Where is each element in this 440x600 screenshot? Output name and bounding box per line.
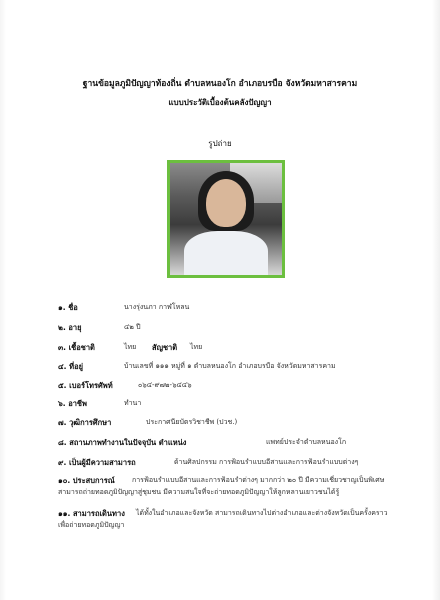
address-label: ๔. ที่อยู่ (58, 362, 83, 371)
workplace-label: ๘. สถานภาพทำงานในปัจจุบัน ตำแหน่ง (58, 438, 187, 447)
name-label: ๑. ชื่อ (58, 303, 78, 312)
travel-label: ๑๑. สามารถเดินทาง (58, 509, 125, 518)
nationality-value: ไทย (190, 343, 203, 351)
experience-line-2: สามารถถ่ายทอดภูมิปัญญาสู่ชุมชน มีความสนใจที่จะถ่ายทอดภูมิปัญญาให้ลูกหลานเยาวชนได้รู้ (58, 488, 340, 496)
phone-value: ๐๖๔-๙๗๒-๖๔๔๖ (138, 381, 192, 389)
expertise-value: ด้านศิลปกรรม การฟ้อนรำแบบอีสานและการฟ้อนรำแบบต่างๆ (174, 458, 359, 466)
expertise-label: ๙. เป็นผู้มีความสามารถ (58, 458, 136, 467)
experience-line-1: การฟ้อนรำแบบอีสานและการฟ้อนรำต่างๆ มากกว่า ๒๐ ปี มีความเชี่ยวชาญเป็นพิเศษ (132, 476, 385, 484)
experience-label: ๑๐. ประสบการณ์ (58, 476, 115, 485)
occupation-value: ทำนา (124, 399, 142, 407)
workplace-value: แพทย์ประจำตำบลหนองโก (266, 438, 347, 446)
name-value: นางรุ่งนภา กาฬโหลน (124, 303, 190, 311)
portrait-photo (167, 160, 285, 278)
education-value: ประกาศนียบัตรวิชาชีพ (ปวช.) (146, 418, 238, 426)
occupation-label: ๖. อาชีพ (58, 399, 87, 408)
nationality-label: สัญชาติ (152, 343, 178, 352)
travel-line-1: ได้ทั้งในอำเภอและจังหวัด สามารถเดินทางไปต่างอำเภอและต่างจังหวัดเป็นครั้งคราว (136, 509, 388, 517)
race-label: ๓. เชื้อชาติ (58, 343, 95, 352)
age-label: ๒. อายุ (58, 323, 82, 332)
education-label: ๗. วุฒิการศึกษา (58, 418, 112, 427)
photo-label: รูปถ่าย (208, 139, 232, 148)
document-title: ฐานข้อมูลภูมิปัญญาท้องถิ่น ตำบลหนองโก อำเภอบรบือ จังหวัดมหาสารคาม (82, 79, 358, 89)
travel-line-2: เพื่อถ่ายทอดภูมิปัญญา (58, 521, 125, 529)
race-value: ไทย (124, 343, 137, 351)
age-value: ๔๒ ปี (124, 323, 141, 331)
address-value: บ้านเลขที่ ๑๑๑ หมู่ที่ ๑ ตำบลหนองโก อำเภอบรบือ จังหวัดมหาสารคาม (124, 362, 336, 370)
document-subtitle: แบบประวัติเบื้องต้นคลังปัญญา (168, 98, 272, 107)
phone-label: ๕. เบอร์โทรศัพท์ (58, 381, 113, 390)
